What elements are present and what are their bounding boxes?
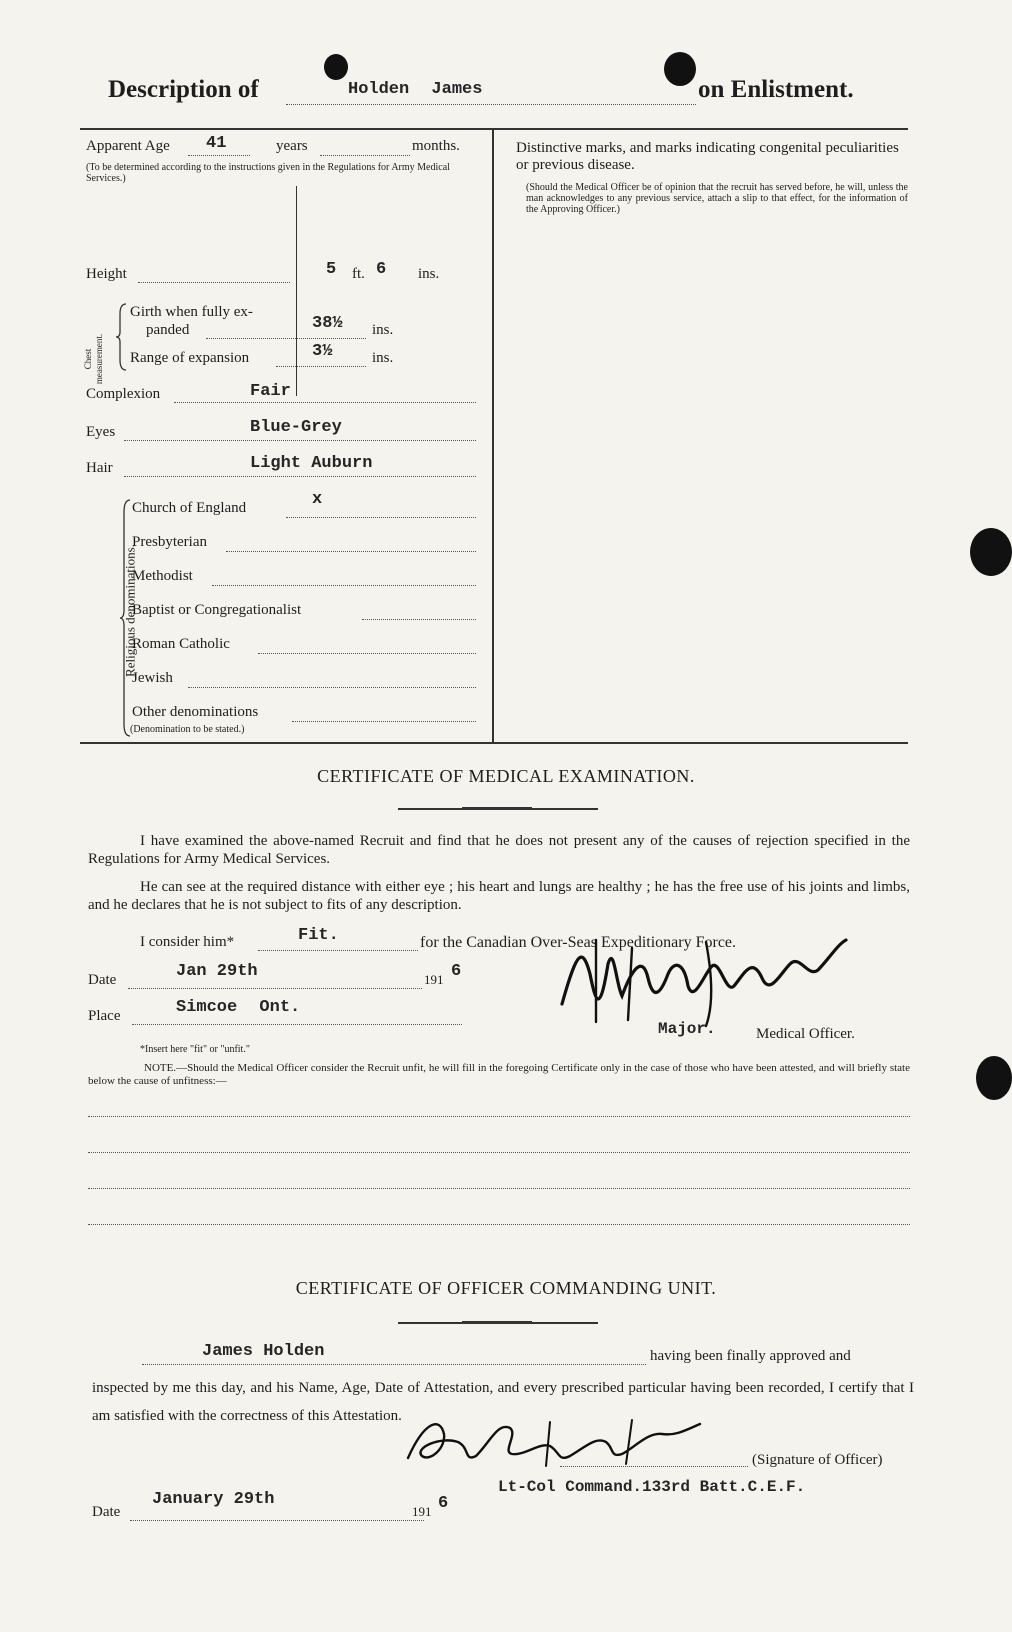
title-rule-bold xyxy=(462,807,532,810)
religion-item-label: Presbyterian xyxy=(132,534,207,550)
marks-note: (Should the Medical Officer be of opinion that the recruit has served before, he will, unless the man acknowledges to any previous service, attach a slip to that effect, for the information of the Approving Officer.) xyxy=(526,182,908,215)
signature-label: (Signature of Officer) xyxy=(752,1452,883,1468)
place-line xyxy=(132,1024,462,1025)
hair-value: Light Auburn xyxy=(250,454,373,473)
medical-officer-signature xyxy=(556,934,856,1032)
eyes-value: Blue-Grey xyxy=(250,418,342,437)
unfitness-line xyxy=(88,1152,910,1153)
age-label: Apparent Age xyxy=(86,138,170,154)
medical-officer-label: Medical Officer. xyxy=(756,1026,855,1042)
girth-label-2: panded xyxy=(146,322,190,338)
medical-officer-rank: Major. xyxy=(658,1020,716,1038)
ink-blot xyxy=(324,54,348,80)
religion-line xyxy=(188,687,476,688)
unfitness-line xyxy=(88,1188,910,1189)
medical-para-1: I have examined the above-named Recruit and find that he does not present any of the causes of rejection specified in the Regulations for Army Medical Services. xyxy=(88,833,910,867)
ink-blot xyxy=(664,52,696,86)
religion-brace xyxy=(120,498,132,738)
commanding-title: CERTIFICATE OF OFFICER COMMANDING UNIT. xyxy=(295,1278,717,1298)
girth-label: Girth when fully ex- xyxy=(130,304,253,320)
section-rule xyxy=(80,742,908,744)
exam-year-prefix: 191 xyxy=(424,972,444,987)
denomination-note: (Denomination to be stated.) xyxy=(130,724,245,735)
hair-label: Hair xyxy=(86,460,113,476)
commanding-date-label: Date xyxy=(92,1504,121,1520)
hair-line xyxy=(124,476,476,477)
range-line xyxy=(276,366,366,367)
date-line xyxy=(128,988,422,989)
complexion-value: Fair xyxy=(250,382,291,401)
religion-line xyxy=(292,721,476,722)
religion-item-label: Jewish xyxy=(132,670,173,686)
ins-label: ins. xyxy=(418,266,440,282)
place-label: Place xyxy=(88,1008,121,1024)
chest-brace xyxy=(116,302,128,372)
religion-mark: x xyxy=(312,490,323,509)
insert-note: *Insert here "fit" or "unfit." xyxy=(140,1044,250,1055)
range-ins-label: ins. xyxy=(372,350,394,366)
unfitness-note: NOTE.—Should the Medical Officer consider the Recruit unfit, he will fill in the foregoing Certificate only in the case of those who have been attested, and will briefly state below the cause of unfitness:— xyxy=(88,1062,910,1087)
ink-blot xyxy=(970,528,1012,576)
religion-item-label: Roman Catholic xyxy=(132,636,230,652)
eyes-label: Eyes xyxy=(86,424,116,440)
religion-line xyxy=(226,551,476,552)
religion-line xyxy=(258,653,476,654)
commanding-officer-title: Lt-Col Command.133rd Batt.C.E.F. xyxy=(498,1478,806,1496)
commanding-recruit-name: James Holden xyxy=(202,1342,325,1361)
column-divider xyxy=(492,130,494,742)
religion-item-label: Methodist xyxy=(132,568,193,584)
unfitness-line xyxy=(88,1116,910,1117)
height-in-value: 6 xyxy=(376,260,387,279)
fit-value: Fit. xyxy=(298,926,339,945)
consider-suffix: for the Canadian Over-Seas Expeditionary Force. xyxy=(420,934,737,951)
complexion-line xyxy=(174,402,476,403)
height-ft-value: 5 xyxy=(326,260,337,279)
months-line xyxy=(320,155,410,156)
header-rule xyxy=(80,128,908,130)
commanding-line1-suffix: having been finally approved and xyxy=(650,1348,851,1364)
age-value: 41 xyxy=(206,134,227,153)
signature-line xyxy=(560,1466,748,1467)
exam-place-value: Simcoe Ont. xyxy=(176,998,301,1017)
medical-title: CERTIFICATE OF MEDICAL EXAMINATION. xyxy=(317,766,695,786)
exam-year-digit: 6 xyxy=(451,962,462,981)
chest-label: Chest measurement. xyxy=(83,333,104,385)
ink-blot xyxy=(976,1056,1012,1100)
religion-line xyxy=(212,585,476,586)
medical-para-2: He can see at the required distance with either eye ; his heart and lungs are healthy ; he has the free use of his joints and limbs, and he declares that he is not subject to fits of any description. xyxy=(88,879,910,913)
girth-ins-label: ins. xyxy=(372,322,394,338)
header-suffix: on Enlistment. xyxy=(698,76,854,103)
date-label: Date xyxy=(88,972,117,988)
height-line xyxy=(138,282,290,283)
height-label: Height xyxy=(86,266,127,282)
religion-item-label: Baptist or Congregationalist xyxy=(132,602,302,618)
commanding-year-digit: 6 xyxy=(438,1494,449,1513)
commanding-year-prefix: 191 xyxy=(412,1504,432,1519)
complexion-label: Complexion xyxy=(86,386,161,402)
religion-item-label: Other denominations xyxy=(132,704,259,720)
religion-item-label: Church of England xyxy=(132,500,247,516)
years-label: years xyxy=(276,138,308,154)
inner-divider xyxy=(296,186,297,396)
title-rule-bold xyxy=(462,1321,532,1324)
recruit-name-line xyxy=(142,1364,646,1365)
consider-line xyxy=(258,950,418,951)
exam-date-value: Jan 29th xyxy=(176,962,258,981)
ft-label: ft. xyxy=(352,266,365,282)
recruit-name: Holden James xyxy=(348,80,483,99)
header-name-line xyxy=(286,104,696,105)
commanding-para: inspected by me this day, and his Name, Age, Date of Attestation, and every prescribed particular having been recorded, I certify that I am satisfied with the correctness of this Attestation. xyxy=(92,1380,914,1424)
religion-line xyxy=(362,619,476,620)
age-line xyxy=(188,155,250,156)
religion-line xyxy=(286,517,476,518)
commanding-officer-signature xyxy=(400,1412,710,1472)
eyes-line xyxy=(124,440,476,441)
girth-value: 38½ xyxy=(312,314,343,333)
marks-label: Distinctive marks, and marks indicating congenital peculiarities or previous disease. xyxy=(516,140,899,173)
religion-label: Religious denominations. xyxy=(122,544,138,677)
unfitness-line xyxy=(88,1224,910,1225)
range-label: Range of expansion xyxy=(130,350,250,366)
header-prefix: Description of xyxy=(108,76,259,103)
girth-line xyxy=(206,338,366,339)
consider-prefix: I consider him* xyxy=(140,934,235,950)
commanding-date-value: January 29th xyxy=(152,1490,275,1509)
range-value: 3½ xyxy=(312,342,333,361)
age-note: (To be determined according to the instructions given in the Regulations for Army Medical Services.) xyxy=(86,162,450,184)
commanding-date-line xyxy=(130,1520,424,1521)
months-label: months. xyxy=(412,138,460,154)
